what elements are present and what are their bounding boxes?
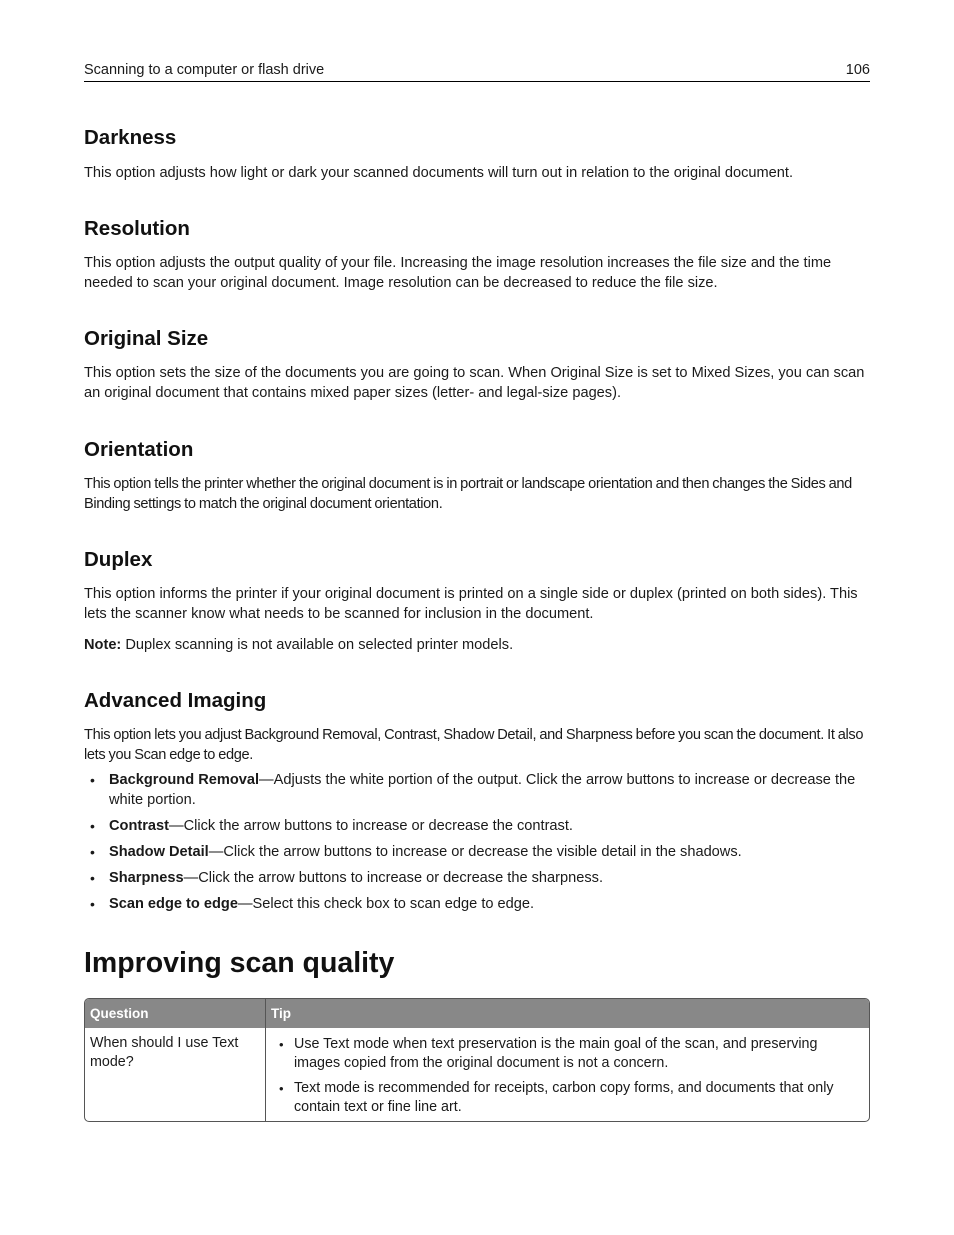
section-heading-orientation: Orientation: [84, 438, 194, 461]
section-text-orientation: This option tells the printer whether the original document is in portrait or landscape orientation and then changes the Sides and Binding settings to match the original document orientation.: [84, 476, 852, 512]
tip-item: [271, 1035, 866, 1073]
list-item: [84, 842, 870, 862]
scan-quality-table: [84, 998, 870, 1122]
section-text-advanced-imaging: This option lets you adjust Background Removal, Contrast, Shadow Detail, and Sharpness before you scan the document. It also lets you Scan edge to edge.: [84, 727, 864, 763]
running-header: [84, 61, 870, 82]
bullet-text: —Select this check box to scan edge to edge.: [237, 896, 535, 912]
bullet-term: Shadow Detail: [109, 844, 209, 860]
note-text: Duplex scanning is not available on selected printer models.: [121, 637, 514, 653]
column-divider: [265, 999, 266, 1121]
section-text-resolution: This option adjusts the output quality of your file. Increasing the image resolution increases the file size and the time needed to scan your original document. Image resolution can be decreased to reduce the file size.: [84, 255, 832, 291]
section-heading-darkness: Darkness: [84, 126, 177, 149]
bullet-text: —Click the arrow buttons to increase or decrease the visible detail in the shadows.: [208, 844, 742, 860]
bullet-icon: •: [90, 896, 95, 912]
table-header-row: [85, 999, 869, 1028]
bullet-icon: •: [90, 870, 95, 886]
bullet-icon: •: [279, 1037, 284, 1052]
bullet-term: Sharpness: [109, 870, 184, 886]
bullet-icon: •: [279, 1081, 284, 1096]
section-heading-original-size: Original Size: [84, 327, 209, 350]
list-item: [84, 894, 870, 914]
tip-list: [271, 1035, 866, 1122]
section-text-darkness: This option adjusts how light or dark your scanned documents will turn out in relation to the original document.: [84, 165, 793, 181]
page-number: 106: [845, 62, 870, 78]
bullet-text: —Adjusts the white portion of the output. Click the arrow buttons to increase or decrease the white portion.: [109, 772, 856, 808]
section-heading-duplex: Duplex: [84, 548, 153, 571]
tip-item: [271, 1079, 866, 1117]
list-item: [84, 816, 870, 836]
bullet-icon: •: [90, 818, 95, 834]
duplex-note: [84, 635, 870, 655]
chapter-title: Scanning to a computer or flash drive: [84, 62, 325, 78]
list-item: [84, 770, 870, 810]
bullet-text: —Click the arrow buttons to increase or decrease the sharpness.: [183, 870, 603, 886]
tip-text: Use Text mode when text preservation is the main goal of the scan, and preserving images copied from the original document is not a concern.: [294, 1036, 818, 1071]
section-heading-advanced-imaging: Advanced Imaging: [84, 689, 267, 712]
page-title: Improving scan quality: [84, 947, 395, 979]
section-text-original-size: This option sets the size of the documents you are going to scan. When Original Size is set to Mixed Sizes, you can scan an original document that contains mixed paper sizes (letter- and legal-size pages).: [84, 365, 865, 401]
bullet-term: Contrast: [109, 818, 169, 834]
bullet-term: Background Removal: [109, 772, 260, 788]
section-text-duplex: This option informs the printer if your original document is printed on a single side or duplex (printed on both sides). This lets the scanner know what needs to be scanned for inclusion in the document.: [84, 586, 858, 622]
section-heading-resolution: Resolution: [84, 217, 190, 240]
bullet-term: Scan edge to edge: [109, 896, 238, 912]
bullet-text: —Click the arrow buttons to increase or decrease the contrast.: [169, 818, 573, 834]
list-item: [84, 868, 870, 888]
column-header-question: Question: [90, 1006, 149, 1021]
bullet-icon: •: [90, 844, 95, 860]
bullet-icon: •: [90, 772, 95, 788]
column-header-tip: Tip: [271, 1006, 291, 1021]
question-cell: When should I use Text mode?: [90, 1035, 239, 1070]
advanced-imaging-list: [84, 770, 870, 920]
note-label: Note:: [84, 637, 122, 653]
tip-text: Text mode is recommended for receipts, carbon copy forms, and documents that only contain text or fine line art.: [294, 1080, 834, 1115]
